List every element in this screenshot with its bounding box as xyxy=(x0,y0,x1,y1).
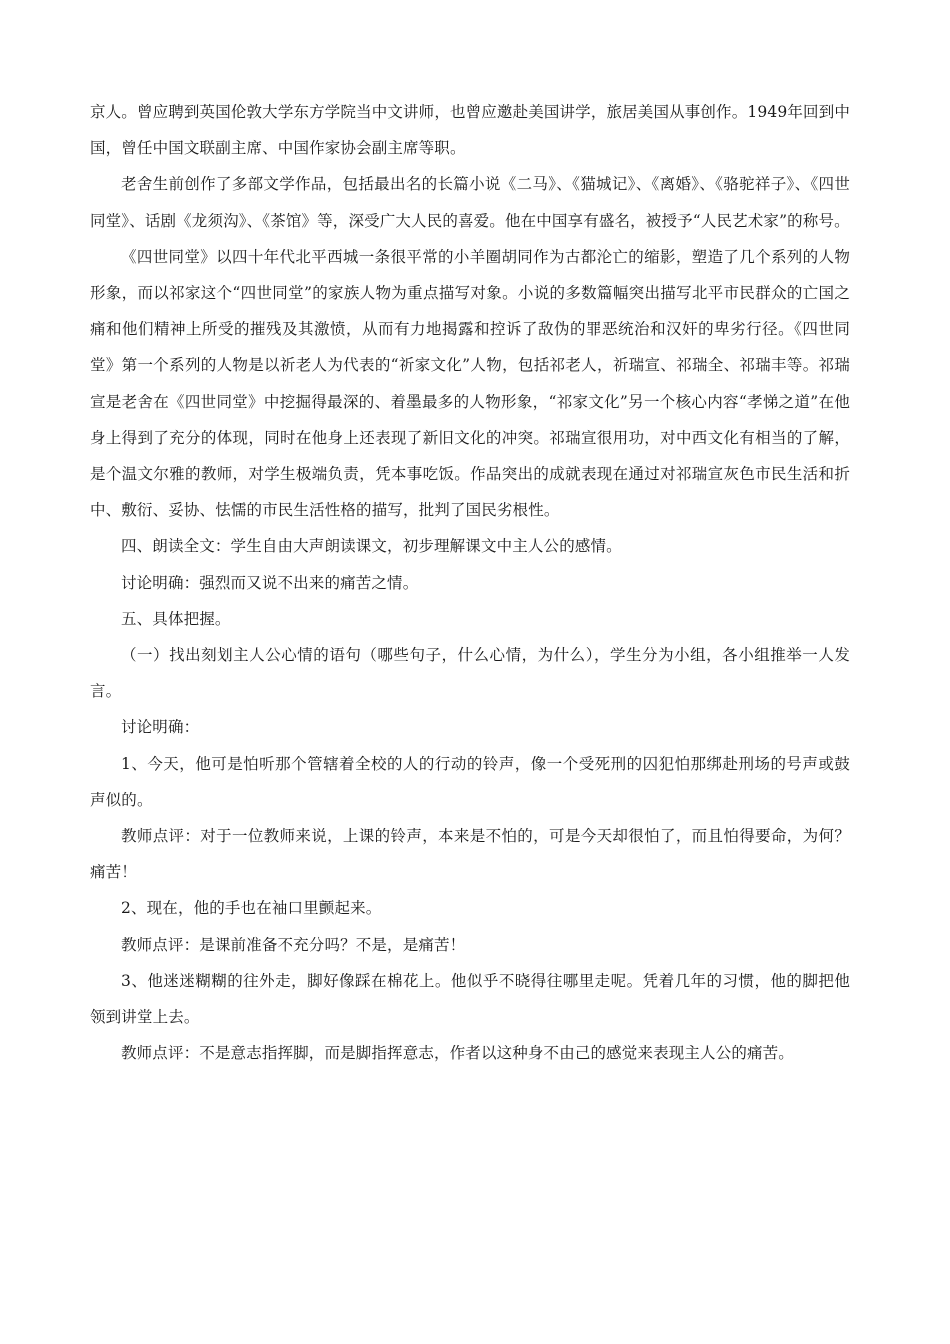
document-body xyxy=(90,94,850,1071)
paragraph-discussion-1: 讨论明确：强烈而又说不出来的痛苦之情。 xyxy=(121,573,419,592)
paragraph-quote-1: 1、今天，他可是怕听那个管辖着全校的人的行动的铃声，像一个受死刑的囚犯怕那绑赴刑场的号声或鼓声似的。 xyxy=(90,754,850,809)
paragraph-task-one: （一）找出刻划主人公心情的语句（哪些句子，什么心情，为什么），学生分为小组，各小组推举一人发言。 xyxy=(90,646,850,701)
paragraph-comment-2: 教师点评：是课前准备不充分吗？不是，是痛苦！ xyxy=(121,935,466,954)
paragraph-four-generations: 《四世同堂》以四十年代北平西城一条很平常的小羊圈胡同作为古都沦亡的缩影，塑造了几个系列的人物形象，而以祁家这个“四世同堂”的家族人物为重点描写对象。小说的多数篇幅突出描写北平市民群众的亡国之痛和他们精神上所受的摧残及其激愤，从而有力地揭露和控诉了敌伪的罪恶统治和汉奸的卑劣行径。《四世同堂》第一个系列的人物是以祈老人为代表的“祈家文化”人物，包括祁老人，祈瑞宣、祁瑞全、祁瑞丰等。祁瑞宣是老舍在《四世同堂》中挖掘得最深的、着墨最多的人物形象，“祁家文化”另一个核心内容“孝悌之道”在他身上得到了充分的体现，同时在他身上还表现了新旧文化的冲突。祁瑞宣很用功，对中西文化有相当的了解，是个温文尔雅的教师，对学生极端负责，凭本事吃饭。作品突出的成就表现在通过对祁瑞宣灰色市民生活和折中、敷衍、妥协、怯懦的市民生活性格的描写，批判了国民劣根性。 xyxy=(90,247,850,520)
paragraph-quote-2: 2、现在，他的手也在袖口里颤起来。 xyxy=(121,899,382,918)
paragraph-bio-end: 京人。曾应聘到英国伦敦大学东方学院当中文讲师，也曾应邀赴美国讲学，旅居美国从事创作。1949年回到中国，曾任中国文联副主席、中国作家协会副主席等职。 xyxy=(90,103,850,158)
paragraph-section-four: 四、朗读全文：学生自由大声朗读课文，初步理解课文中主人公的感情。 xyxy=(121,537,622,556)
paragraph-comment-3: 教师点评：不是意志指挥脚，而是脚指挥意志，作者以这种身不由己的感觉来表现主人公的痛苦。 xyxy=(121,1044,794,1063)
paragraph-discussion-2: 讨论明确： xyxy=(121,718,200,737)
paragraph-quote-3: 3、他迷迷糊糊的往外走，脚好像踩在棉花上。他似乎不晓得往哪里走呢。凭着几年的习惯，他的脚把他领到讲堂上去。 xyxy=(90,971,850,1027)
paragraph-works: 老舍生前创作了多部文学作品，包括最出名的长篇小说《二马》、《猫城记》、《离婚》、《骆驼祥子》、《四世同堂》、话剧《龙须沟》、《茶馆》等，深受广大人民的喜爱。他在中国享有盛名，被授予“人民艺术家”的称号。 xyxy=(90,175,850,230)
paragraph-comment-1: 教师点评：对于一位教师来说，上课的铃声，本来是不怕的，可是今天却很怕了，而且怕得要命，为何？痛苦！ xyxy=(90,827,850,882)
paragraph-section-five: 五、具体把握。 xyxy=(121,609,231,628)
